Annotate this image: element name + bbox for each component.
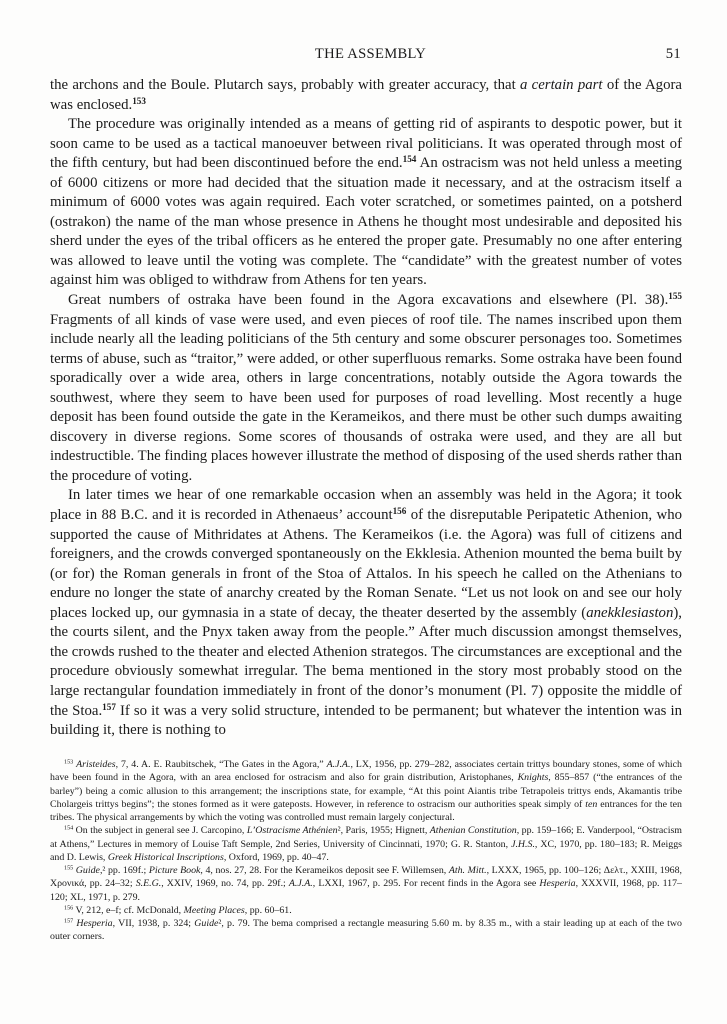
footnote-number: 154 [64, 825, 74, 832]
footnote-ref-153[interactable]: 153 [132, 95, 146, 106]
paragraph-3: Great numbers of ostraka have been found in the Agora excavations and elsewhere (Pl. 38).$^{155}$ Fragments of all kinds of vase were used, and even pieces of roof tile. The names inscribed upon them include nearly all the leading politicians of the 5th century and some obscurer personages too. Sometimes terms of abuse, such as “traitor,” were added, or other superfluous remarks. Some ostraka have been found sporadically over a wide area, others in large concentrations, notably outside the Agora towards the southwest, where they seem to have been used for purposes of road levelling. Most recently a huge deposit has been found outside the gate in the Kerameikos, and there must be other such dumps awaiting discovery in diverse regions. Some scores of thousands of ostraka were used, and they are all but indestructible. The finding places however illustrate the method of disposing of the used sherds rather than the procedure of voting. [50, 290, 682, 484]
main-text [50, 76, 682, 741]
running-header [60, 46, 681, 66]
footnote-ref-157[interactable]: 157 [102, 701, 116, 712]
footnotes [50, 758, 682, 944]
paragraph-4: In later times we hear of one remarkable occasion when an assembly was held in the Agora; it took place in 88 B.C. and it is recorded in Athenaeus’ account$^{156}$ of the disreputable Peripatetic Athenion, who supported the cause of Mithridates at Athens. The Kerameikos (i.e. the Agora) was full of citizens and foreigners, and the crowds converged spontaneously on the Ekklesia. Athenion mounted the bema built by (or for) the Roman generals in front of the Stoa of Attalos. In his speech he called on the Athenians to endure no longer the state of anarchy created by the Roman Senate. “Let us not look on and see our holy places locked up, our gymnasia in a state of decay, the theater deserted by the assembly (anekklesiaston), the courts silent, and the Pnyx taken away from the people.” After much discussion amongst themselves, the crowds rushed to the theater and elected Athenion strategos. The circumstances are exceptional and the procedure obviously somewhat irregular. The bema mentioned in the story most probably stood on the large rectangular foundation immediately in front of the donor’s monument (Pl. 7) opposite the middle of the Stoa.$^{157}$ If so it was a very solid structure, intended to be permanent; but whatever the intention was in building it, there is nothing to [50, 487, 682, 739]
footnote-number: 153 [64, 759, 74, 766]
paragraph-1: the archons and the Boule. Plutarch says, probably with greater accuracy, that a certain part of the Agora was enclosed.$^{153}$ [50, 77, 682, 113]
footnote-number: 155 [64, 865, 74, 872]
footnote-ref-156[interactable]: 156 [392, 506, 407, 516]
footnote-153: $^{153}$ Aristeides, 7, 4. A. E. Raubitschek, “The Gates in the Agora,” A.J.A., LX, 1956, pp. 279–282, associates certain trittys boundary stones, some of which have been found in the Agora, with an area enclosed for ostracism and also for grain distribution, Aristophanes, Knights, 855–857 (“the entrances of the barley”) being a comic allusion to this arrangement; the inscriptions state, for example, “At this point Aiantis tribe Tetrapoleis trittys ends, Akamantis tribe Cholargeis trittys begins”; the stones formed as it were gateposts. However, in reference to ostracism our authorities speak simply of ten entrances for the ten tribes. The physical arrangements by which the voting was controlled must remain largely conjectural. [50, 759, 682, 823]
footnote-number: 157 [64, 918, 74, 925]
paragraph-2: The procedure was originally intended as a means of getting rid of aspirants to despotic power, but it soon came to be used as a tactical manoeuver between rival politicians. It was operated through most of the fifth century, but had been discontinued before the end.$^{154}$ An ostracism was not held unless a meeting of 6000 citizens or more had decided that the situation made it necessary, and at the ostracism itself a minimum of 6000 votes was again required. Each voter scratched, or sometimes painted, on a potsherd (ostrakon) the name of the man whose presence in Athens he thought most undesirable and deposited his sherd under the eyes of the tribal officers as he entered the proper gate. Presumably no one after entering was allowed to leave until the voting was complete. The “candidate” with the greatest number of votes against him was obliged to withdraw from Athens for ten years. [50, 116, 682, 289]
footnote-156: $^{156}$ V, 212, e–f; cf. McDonald, Meeting Places, pp. 60–61. [64, 904, 292, 916]
running-head-title: THE ASSEMBLY [314, 46, 427, 62]
page-number: 51 [665, 46, 681, 62]
footnote-154: $^{154}$ On the subject in general see J. Carcopino, L’Ostracisme Athénien², Paris, 1955; Hignett, Athenian Constitution, pp. 159–166; E. Vanderpool, “Ostracism at Athens,” Lectures in memory of Louise Taft Semple, 2nd Series, University of Cincinnati, 1970; G. R. Stanton, J.H.S., XC, 1970, pp. 180–183; R. Meiggs and D. Lewis, Greek Historical Inscriptions, Oxford, 1969, pp. 40–47. [50, 825, 682, 863]
footnote-number: 156 [64, 905, 74, 912]
footnote-ref-154[interactable]: 154 [402, 154, 417, 165]
footnote-157: $^{157}$ Hesperia, VII, 1938, p. 324; Guide², p. 79. The bema comprised a rectangle measuring 5.60 m. by 8.35 m., with a stair leading up at each of the two outer corners. [50, 918, 682, 943]
footnote-ref-155[interactable]: 155 [668, 290, 682, 301]
footnote-155: $^{155}$ Guide,² pp. 169f.; Picture Book, 4, nos. 27, 28. For the Kerameikos deposit see F. Willemsen, Ath. Mitt., LXXX, 1965, pp. 100–126; Δελτ., XXIII, 1968, Χρονικά, pp. 24–32; S.E.G., XXIV, 1969, no. 74, pp. 29f.; A.J.A., LXXI, 1967, p. 295. For recent finds in the Agora see Hesperia, XXXVII, 1968, pp. 117–120; XL, 1971, p. 279. [50, 865, 682, 903]
